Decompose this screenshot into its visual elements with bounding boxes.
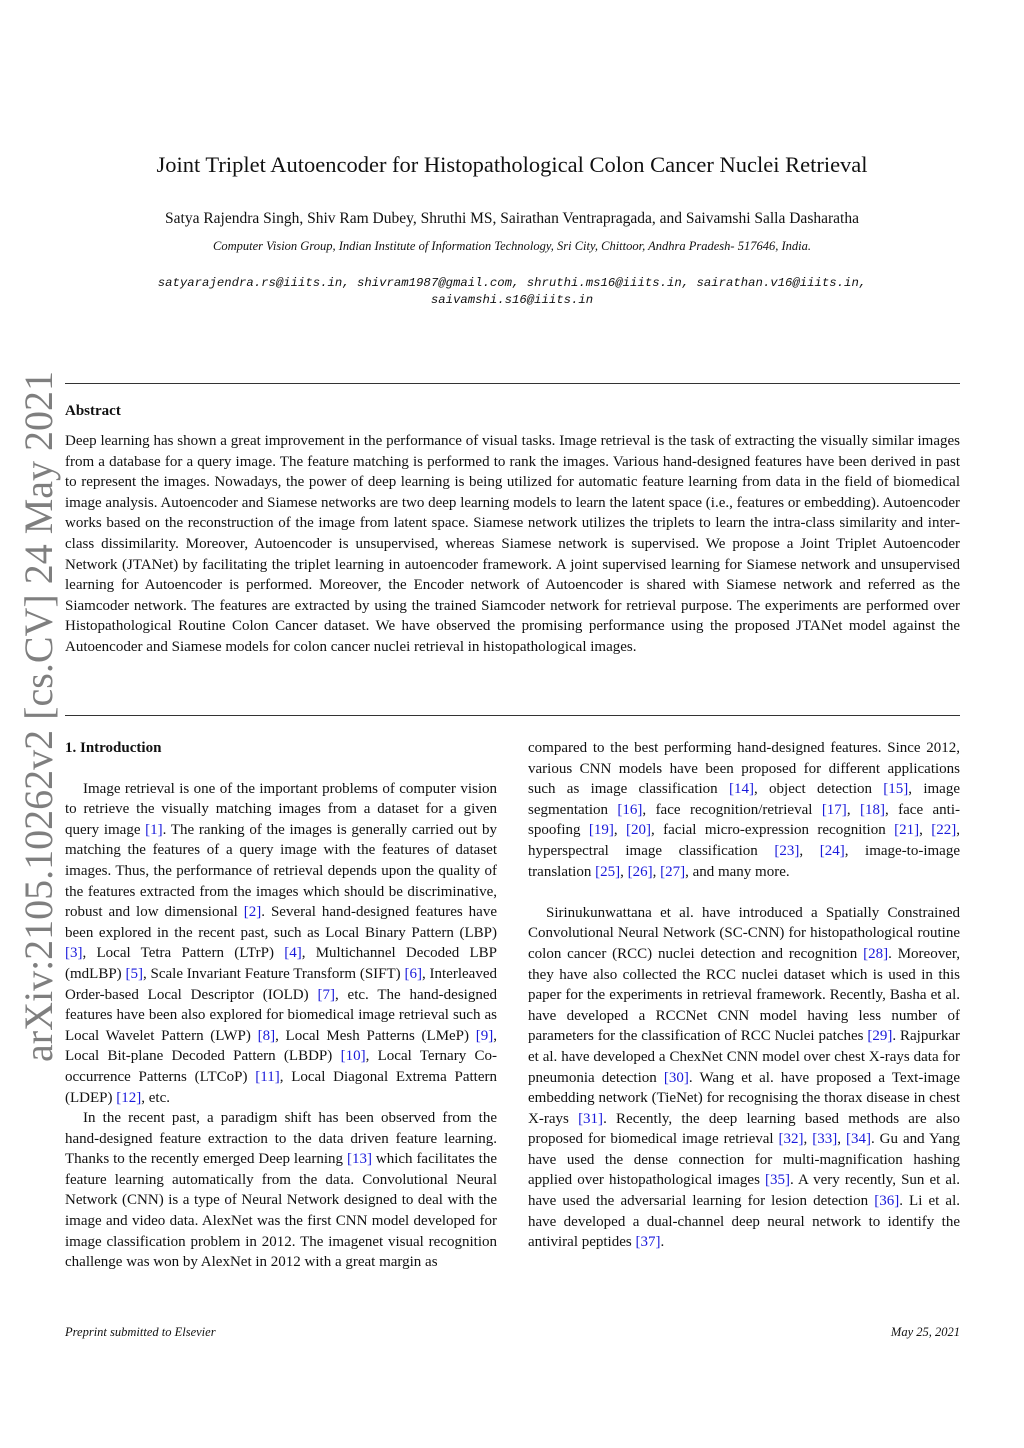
paragraph-text: , Local Tetra Pattern (LTrP) bbox=[82, 945, 285, 962]
paragraph-text: , Scale Invariant Feature Transform (SIFT) bbox=[142, 965, 405, 982]
citation-link[interactable]: [18] bbox=[859, 801, 885, 818]
intro-paragraph-2-continued bbox=[528, 738, 960, 882]
citation-link[interactable]: [9] bbox=[475, 1027, 494, 1044]
paragraph-text: , Local Bit-plane Decoded Pattern (LBDP) bbox=[65, 1027, 498, 1065]
paragraph-text: . The ranking of the images is generally carried out by matching the features of a query image with the features of dataset images. Thus, the performance of retrieval depends upon the quality of the features extracted from the images which should be discriminative, robust and low dimensional bbox=[65, 821, 497, 921]
paragraph-text: , image-to-image translation bbox=[528, 842, 960, 880]
citation-link[interactable]: [7] bbox=[317, 986, 335, 1003]
paragraph-text: , object detection bbox=[754, 781, 884, 798]
citation-link[interactable]: [35] bbox=[765, 1172, 791, 1189]
paragraph-text: , Local Mesh Patterns (LMeP) bbox=[275, 1027, 476, 1044]
citation-link[interactable]: [3] bbox=[65, 945, 83, 962]
top-divider bbox=[65, 383, 960, 384]
left-column bbox=[65, 738, 497, 1273]
citation-link[interactable]: [24] bbox=[819, 842, 845, 859]
citation-link[interactable]: [5] bbox=[125, 965, 143, 982]
paragraph-text: Sirinukunwattana et al. have introduced a Spatially Constrained Convolutional Neural Network (SC-CNN) for histopathological routine colon cancer (RCC) nuclei detection and recognition bbox=[528, 904, 960, 962]
paragraph-text: , etc. bbox=[141, 1089, 170, 1106]
citation-link[interactable]: [25] bbox=[595, 863, 621, 880]
paragraph-text: Image retrieval is one of the important problems of computer vision to retrieve the visually matching images from a dataset for a given query image bbox=[65, 780, 497, 838]
right-column bbox=[528, 738, 960, 1253]
citation-link[interactable]: [21] bbox=[894, 822, 920, 839]
paragraph-text: compared to the best performing hand-designed features. Since 2012, various CNN models have been proposed for different applications such as image classification bbox=[528, 740, 960, 798]
paragraph-text: . Gu and Yang have used the dense connection for multi-magnification hashing applied over histopathological images bbox=[528, 1131, 961, 1189]
paragraph-text: , bbox=[846, 801, 860, 818]
abstract-heading: Abstract bbox=[65, 403, 121, 419]
citation-link[interactable]: [23] bbox=[774, 842, 800, 859]
paragraph-text: , bbox=[837, 1131, 846, 1148]
citation-link[interactable]: [10] bbox=[340, 1048, 366, 1065]
paragraph-text: , face recognition/retrieval bbox=[642, 801, 822, 818]
paragraph-text: which facilitates the feature learning automatically from the data. Convolutional Neural Network (CNN) is a type of Neural Network designed to deal with the image and video data. AlexNet was the first CNN model developed for image classification problem in 2012. The imagenet visual recognition challenge was won by AlexNet in 2012 with a great margin as bbox=[65, 1151, 497, 1271]
paragraph-text: , image segmentation bbox=[528, 781, 960, 818]
paragraph-text: . Recently, the deep learning based methods are also proposed for biomedical image retrieval bbox=[528, 1110, 960, 1148]
paragraph-text: , bbox=[652, 863, 661, 880]
citation-link[interactable]: [8] bbox=[257, 1027, 276, 1044]
intro-paragraph-3 bbox=[528, 903, 960, 1253]
citation-link[interactable]: [6] bbox=[404, 965, 422, 982]
citation-link[interactable]: [30] bbox=[663, 1069, 689, 1086]
citation-link[interactable]: [12] bbox=[116, 1089, 142, 1106]
paragraph-text: , Local Diagonal Extrema Pattern (LDEP) bbox=[65, 1068, 497, 1106]
paragraph-text: , Interleaved Order-based Local Descriptor (IOLD) bbox=[65, 965, 497, 1003]
citation-link[interactable]: [28] bbox=[863, 945, 889, 962]
citation-link[interactable]: [15] bbox=[883, 781, 909, 798]
citation-link[interactable]: [37] bbox=[635, 1234, 661, 1251]
paragraph-text: , hyperspectral image classification bbox=[528, 822, 960, 859]
citation-link[interactable]: [4] bbox=[284, 945, 302, 962]
intro-paragraph-2 bbox=[65, 1108, 497, 1273]
abstract-divider bbox=[65, 715, 960, 716]
paragraph-text: . Li et al. have developed a dual-channel deep neural network to identify the antiviral peptides bbox=[528, 1193, 960, 1251]
citation-link[interactable]: [31] bbox=[578, 1110, 604, 1127]
email-line-2: saivamshi.s16@iiits.in bbox=[430, 293, 594, 307]
footer-preprint-note: Preprint submitted to Elsevier bbox=[65, 1325, 216, 1339]
citation-link[interactable]: [19] bbox=[588, 822, 614, 839]
paragraph-text: , and many more. bbox=[685, 863, 790, 880]
paragraph-text: , bbox=[613, 822, 627, 839]
email-list bbox=[80, 275, 944, 309]
paragraph-text: , etc. The hand-designed features have been also explored for biomedical image retrieval such as Local Wavelet Pattern (LWP) bbox=[65, 986, 497, 1044]
section-heading-introduction: 1. Introduction bbox=[65, 740, 162, 756]
paragraph-text: , Local Ternary Co-occurrence Patterns (LTCoP) bbox=[65, 1048, 498, 1085]
paragraph-gap bbox=[528, 882, 960, 903]
paragraph-text: . Rajpurkar et al. have developed a ChexNet CNN model over chest X-rays data for pneumonia detection bbox=[528, 1028, 960, 1086]
citation-link[interactable]: [13] bbox=[346, 1151, 372, 1168]
author-list: Satya Rajendra Singh, Shiv Ram Dubey, Shruthi MS, Sairathan Ventrapragada, and Saivamshi Salla Dasharatha bbox=[165, 210, 859, 227]
citation-link[interactable]: [22] bbox=[931, 822, 957, 839]
citation-link[interactable]: [27] bbox=[660, 863, 686, 880]
paragraph-text: , Multichannel Decoded LBP (mdLBP) bbox=[65, 945, 497, 982]
paragraph-text: , facial micro-expression recognition bbox=[651, 822, 895, 839]
paragraph-text: , bbox=[803, 1131, 813, 1148]
citation-link[interactable]: [34] bbox=[845, 1131, 871, 1148]
citation-link[interactable]: [36] bbox=[874, 1193, 900, 1210]
paragraph-text: . A very recently, Sun et al. have used the adversarial learning for lesion detection bbox=[528, 1172, 961, 1210]
paragraph-text: . Several hand-designed features have been explored in the recent past, such as Local Binary Pattern (LBP) bbox=[65, 904, 497, 941]
citation-link[interactable]: [33] bbox=[812, 1131, 838, 1148]
citation-link[interactable]: [11] bbox=[255, 1068, 280, 1085]
citation-link[interactable]: [1] bbox=[145, 821, 163, 838]
footer-date: May 25, 2021 bbox=[890, 1325, 960, 1339]
citation-link[interactable]: [17] bbox=[821, 801, 847, 818]
paragraph-text: , face anti-spoofing bbox=[528, 801, 960, 839]
citation-link[interactable]: [14] bbox=[729, 781, 754, 798]
affiliation: Computer Vision Group, Indian Institute of Information Technology, Sri City, Chittoor, Andhra Pradesh- 517646, India. bbox=[213, 239, 811, 253]
citation-link[interactable]: [29] bbox=[867, 1028, 893, 1045]
citation-link[interactable]: [16] bbox=[617, 801, 643, 818]
citation-link[interactable]: [20] bbox=[626, 822, 652, 839]
paragraph-text: In the recent past, a paradigm shift has been observed from the hand-designed feature extraction to the data driven feature learning. Thanks to the recently emerged Deep learning bbox=[65, 1110, 497, 1168]
paragraph-text: . Wang et al. have proposed a Text-image embedding network (TieNet) for recognising the thorax disease in chest X-rays bbox=[528, 1069, 960, 1127]
citation-link[interactable]: [32] bbox=[778, 1131, 804, 1148]
paragraph-text: , bbox=[620, 863, 628, 880]
citation-link[interactable]: [26] bbox=[627, 863, 653, 880]
paragraph-text: . Moreover, they have also collected the RCC nuclei dataset which is used in this paper for the experiments in retrieval framework. Recently, Basha et al. have developed a RCCNet CNN model having less number of parameters for the classification of RCC Nuclei patches bbox=[528, 945, 960, 1045]
citation-link[interactable]: [2] bbox=[243, 904, 262, 921]
paragraph-text: . bbox=[660, 1234, 665, 1251]
intro-paragraph-1 bbox=[65, 779, 497, 1109]
email-line-1: satyarajendra.rs@iiits.in, shivram1987@gmail.com, shruthi.ms16@iiits.in, sairathan.v16@iiits.in, bbox=[157, 276, 867, 290]
abstract-text: Deep learning has shown a great improvement in the performance of visual tasks. Image retrieval is the task of extracting the visually similar images from a database for a query image. The feature matching is performed to rank the images. Various hand-designed features have been derived in past to represent the images. Nowadays, the power of deep learning is being utilized for automatic feature learning from data in the field of biomedical image analysis. Autoencoder and Siamese networks are two deep learning models to learn the latent space (i.e., features or embedding). Autoencoder works based on the reconstruction of the image from latent space. Siamese network utilizes the triplets to learn the intra-class similarity and inter-class dissimilarity. Moreover, Autoencoder is unsupervised, whereas Siamese network is supervised. We propose a Joint Triplet Autoencoder Network (JTANet) by facilitating the triplet learning in autoencoder framework. A joint supervised learning for Siamese network and unsupervised learning for Autoencoder is performed. Moreover, the Encoder network of Autoencoder is shared with Siamese network and referred as the Siamcoder network. The features are extracted by using the trained Siamcoder network for retrieval purpose. The experiments are performed over Histopathological Routine Colon Cancer dataset. We have observed the promising performance using the proposed JTANet model against the Autoencoder and Siamese models for colon cancer nuclei retrieval in histopathological images. bbox=[65, 433, 960, 655]
paragraph-text: , bbox=[799, 842, 820, 859]
arxiv-identifier: arXiv:2105.10262v2 [cs.CV] 24 May 2021 bbox=[16, 370, 61, 1062]
paper-title: Joint Triplet Autoencoder for Histopathological Colon Cancer Nuclei Retrieval bbox=[156, 152, 868, 177]
paragraph-text: , bbox=[919, 822, 932, 839]
